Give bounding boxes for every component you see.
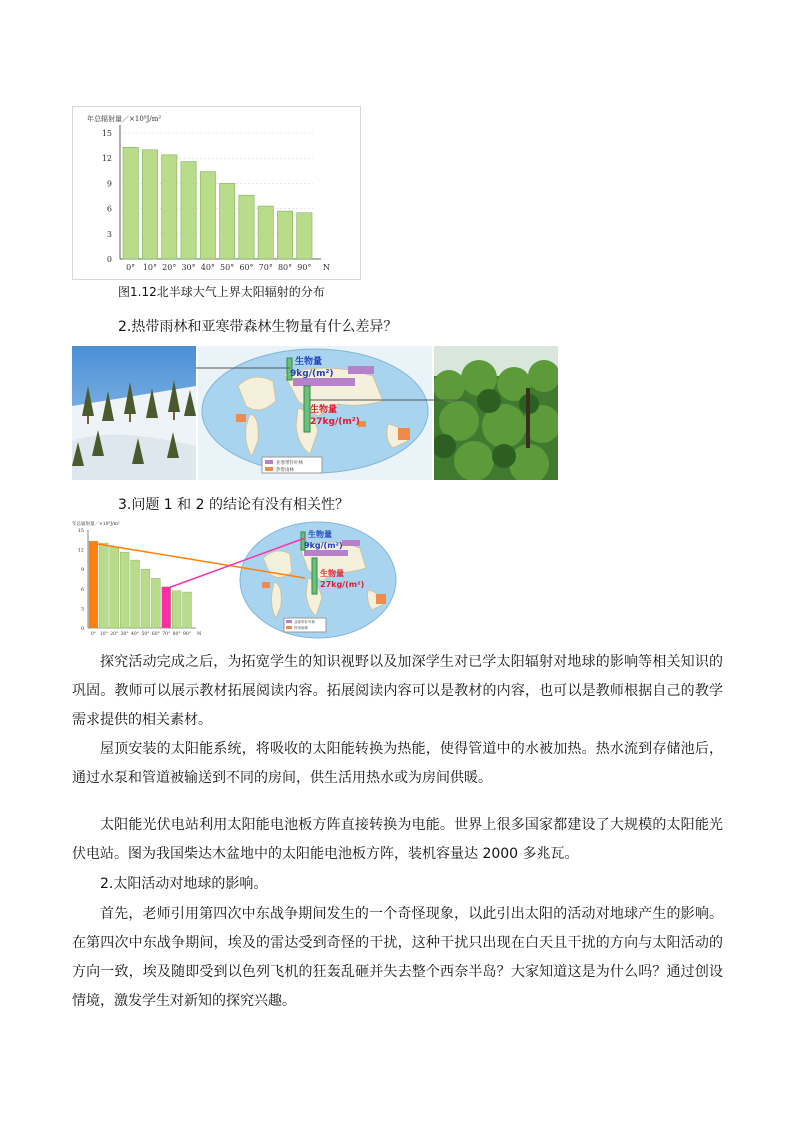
small-x-tick-label: 80°	[172, 632, 181, 637]
small-y-tick-label: 12	[77, 547, 84, 554]
small-x-tick-label: 10°	[99, 632, 108, 637]
paragraph-4: 首先，老师引用第四次中东战争期间发生的一个奇怪现象，以此引出太阳的活动对地球产生的影响。在第四次中东战争期间，埃及的雷达受到奇怪的干扰，这种干扰只出现在白天且干扰的方向与太阳活动的方向一致，埃及随即受到以色列飞机的狂轰乱砸并失去整个西奈半岛？大家知道这是为什么吗？通过创设情境，激发学生对新知的探究兴趣。	[72, 906, 723, 1009]
bar	[142, 150, 157, 259]
small-x-tick-label: 50°	[141, 632, 150, 637]
y-tick-label: 12	[101, 154, 112, 164]
x-tick-label: 10°	[142, 263, 158, 272]
figure-caption: 图1.12北半球大气上界太阳辐射的分布	[118, 285, 325, 299]
map1-label-bottom-value: 27kg/(m²)	[310, 417, 360, 427]
taiga-snow-photo	[72, 346, 196, 480]
y-tick-label: 0	[106, 255, 112, 264]
paragraph-1: 探究活动完成之后，为拓宽学生的知识视野以及加深学生对已学太阳辐射对地球的影响等相关知识的巩固。教师可以展示教材拓展阅读内容。拓展阅读内容可以是教材的内容，也可以是教师根据自己的教学需求提供的相关素材。	[72, 654, 723, 728]
small-y-tick-label: 3	[80, 606, 84, 613]
bar	[239, 195, 254, 259]
small-x-tick-label: 70°	[162, 632, 171, 637]
x-tick-label: 50°	[220, 263, 235, 272]
map2-label-bottom-value: 27kg/(m²)	[320, 580, 365, 589]
small-y-tick-label: 15	[77, 528, 84, 534]
small-y-tick-label: 9	[80, 567, 84, 574]
question-3: 3.问题 1 和 2 的结论有没有相关性？	[118, 497, 349, 513]
y-tick-label: 9	[106, 179, 112, 189]
small-y-axis-label: 年总辐射量／×10⁹J/m²	[72, 522, 120, 527]
bar	[277, 211, 292, 259]
x-tick-label: 20°	[162, 263, 177, 272]
map2-legend-1: 亚寒带针叶林	[294, 620, 315, 624]
connector-lines-row2	[90, 528, 340, 598]
x-tick-label: 90°	[297, 263, 312, 272]
section-heading: 2.太阳活动对地球的影响。	[100, 876, 268, 892]
bar	[123, 147, 138, 259]
radiation-bar-chart	[73, 107, 360, 279]
x-tick-label: 40°	[200, 263, 215, 272]
bar	[258, 206, 273, 259]
radiation-chart-frame	[72, 106, 361, 280]
paragraph-3: 太阳能光伏电站利用太阳能电池板方阵直接转换为电能。世界上很多国家都建设了大规模的太阳能光伏电站。图为我国柴达木盆地中的太阳能电池板方阵，装机容量达 2000 多兆瓦。	[72, 817, 723, 862]
small-x-tick-label: 40°	[131, 632, 140, 637]
map1-legend-1: 亚寒带针叶林	[276, 461, 303, 466]
x-tick-label: 60°	[239, 263, 254, 272]
map1-label-top-value: 9kg/(m²)	[290, 369, 334, 379]
map1-label-top-title: 生物量	[295, 357, 323, 367]
paragraph-2: 屋顶安装的太阳能系统，将吸收的太阳能转换为热能，使得管道中的水被加热。热水流到存储池后，通过水泵和管道被输送到不同的房间，供生活用热水或为房间供暖。	[72, 741, 723, 786]
map2-label-top-title: 生物量	[308, 530, 332, 539]
small-x-tick-label: 60°	[151, 632, 160, 637]
small-x-axis-label: N	[197, 631, 202, 637]
question-2: 2.热带雨林和亚寒带森林生物量有什么差异？	[118, 319, 398, 335]
y-axis-label: 年总辐射量／×10⁹J/m²	[87, 115, 162, 123]
x-tick-label: 80°	[277, 263, 293, 272]
x-tick-label: 30°	[181, 263, 196, 272]
x-tick-label: 0°	[126, 263, 136, 272]
bar	[162, 155, 177, 259]
map1-label-bottom-title: 生物量	[310, 405, 338, 415]
connector-lines-row1	[180, 360, 490, 410]
y-tick-label: 6	[106, 204, 112, 214]
small-x-tick-label: 20°	[110, 632, 119, 637]
y-tick-label: 3	[106, 229, 112, 239]
map2-legend-2: 热带雨林	[294, 626, 308, 630]
bar	[200, 172, 215, 259]
x-tick-label: 70°	[258, 263, 273, 272]
small-x-tick-label: 90°	[183, 632, 192, 637]
bar	[181, 162, 196, 259]
x-axis-label: N	[323, 263, 330, 272]
small-x-tick-label: 30°	[120, 632, 129, 637]
small-y-tick-label: 0	[80, 626, 84, 632]
map1-legend-2: 热带雨林	[276, 468, 294, 473]
y-tick-label: 15	[101, 129, 112, 138]
small-x-tick-label: 0°	[90, 632, 97, 637]
map2-label-top-value: 9kg/(m²)	[304, 541, 343, 550]
map2-label-bottom-title: 生物量	[320, 569, 344, 578]
bar	[297, 213, 312, 259]
small-y-tick-label: 6	[80, 586, 84, 593]
bar	[220, 183, 235, 259]
taiga-snow-illustration	[72, 346, 196, 480]
